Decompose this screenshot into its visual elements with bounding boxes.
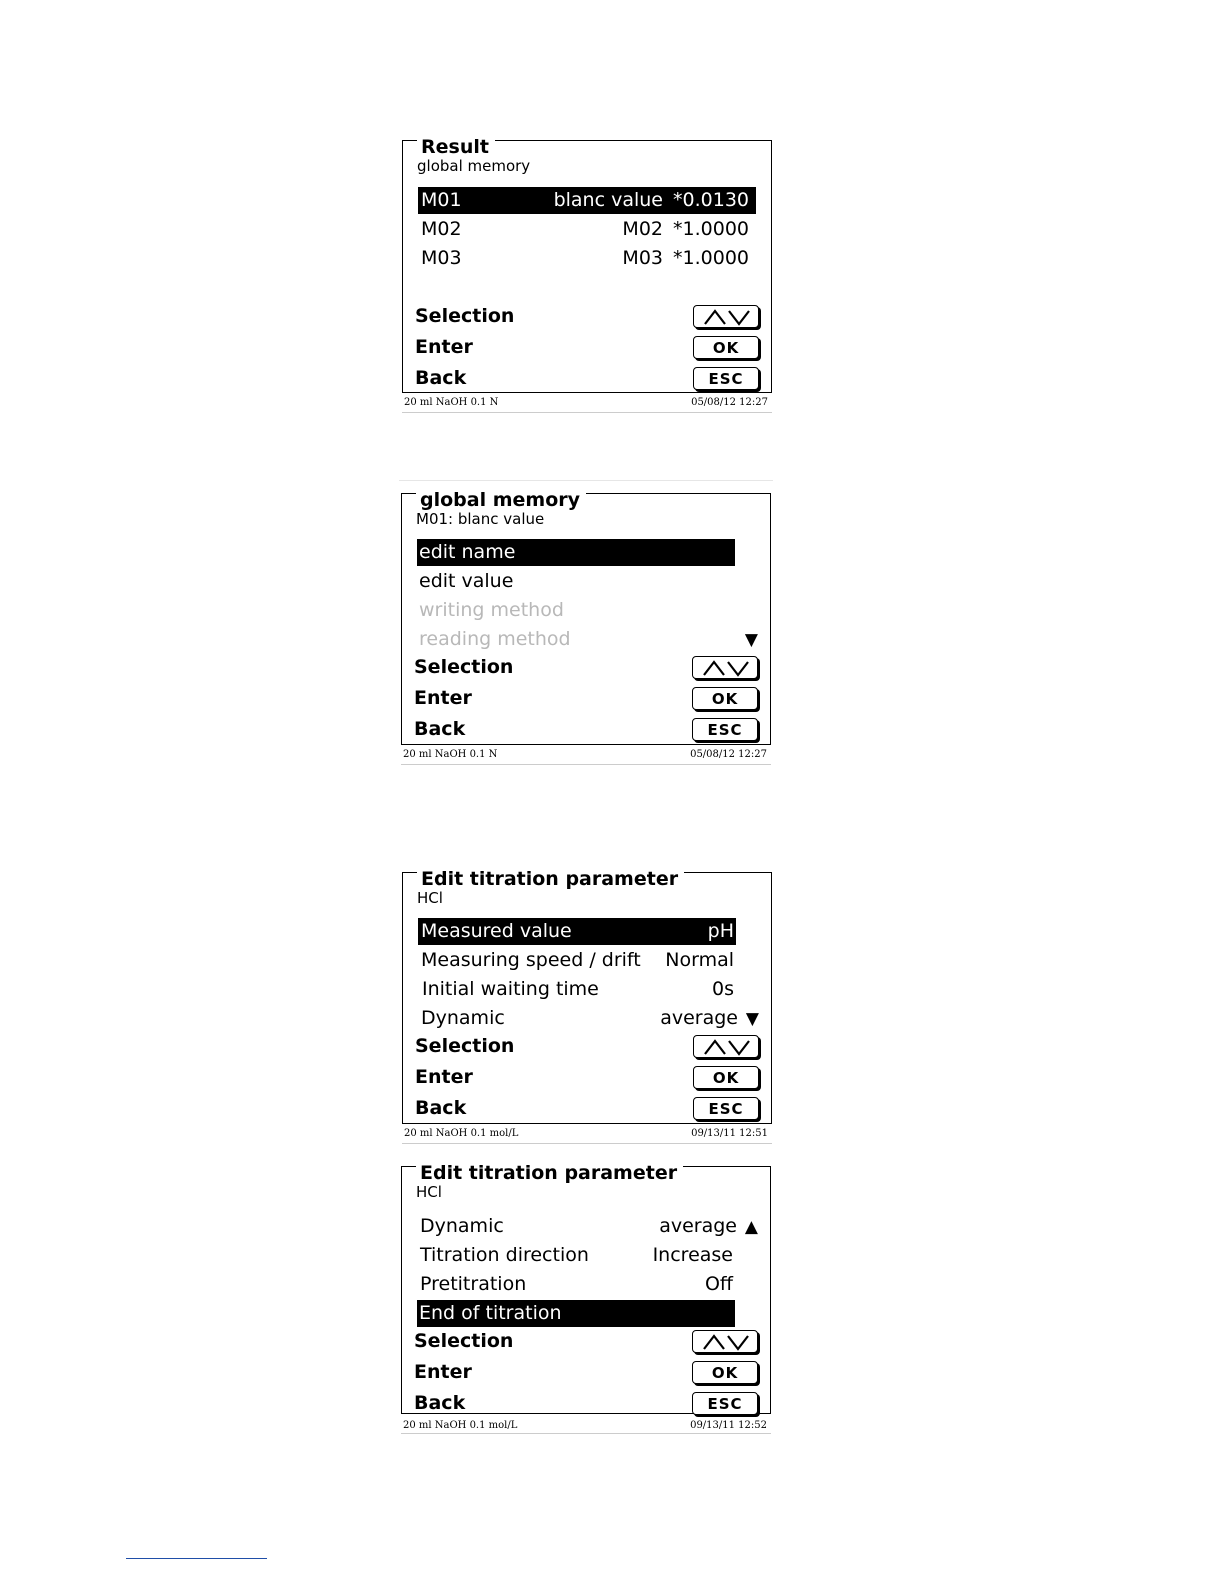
panel-subtitle: M01: blanc value bbox=[416, 510, 545, 528]
esc-key[interactable]: ESC bbox=[693, 1097, 759, 1120]
memory-id: M02 bbox=[421, 218, 462, 240]
param-value: average bbox=[659, 1215, 737, 1237]
status-datetime: 05/08/12 12:27 bbox=[690, 749, 767, 760]
menu-item-edit-value[interactable] bbox=[417, 568, 735, 595]
up-down-arrows-icon bbox=[702, 1334, 750, 1351]
param-label: Dynamic bbox=[420, 1215, 504, 1237]
param-label: Pretitration bbox=[420, 1273, 527, 1295]
memory-row-m01[interactable] bbox=[418, 187, 756, 214]
selection-label: Selection bbox=[415, 305, 515, 327]
param-value: Off bbox=[704, 1273, 733, 1295]
panel-subtitle: global memory bbox=[417, 157, 531, 175]
param-value: pH bbox=[707, 920, 734, 942]
ok-key[interactable]: OK bbox=[693, 1066, 759, 1089]
param-row-initial-waiting-time[interactable] bbox=[418, 976, 736, 1003]
panel-title: global memory bbox=[416, 489, 586, 511]
param-value: average bbox=[660, 1007, 738, 1029]
status-reagent: 20 ml NaOH 0.1 mol/L bbox=[403, 1420, 518, 1431]
selection-label: Selection bbox=[414, 656, 514, 678]
status-reagent: 20 ml NaOH 0.1 mol/L bbox=[404, 1128, 519, 1139]
back-label: Back bbox=[415, 367, 467, 389]
ok-key[interactable]: OK bbox=[692, 687, 758, 710]
ok-key[interactable]: OK bbox=[693, 336, 759, 359]
param-value: 0s bbox=[712, 978, 734, 1000]
param-value: Increase bbox=[652, 1244, 733, 1266]
up-down-key[interactable] bbox=[692, 1330, 758, 1353]
menu-item-label: reading method bbox=[419, 628, 571, 650]
param-row-measured-value[interactable] bbox=[418, 918, 736, 945]
scroll-down-icon: ▼ bbox=[745, 1009, 759, 1029]
scroll-up-icon: ▲ bbox=[744, 1217, 758, 1237]
titration-parameter-panel bbox=[402, 868, 772, 1124]
param-label: End of titration bbox=[419, 1302, 562, 1324]
status-reagent: 20 ml NaOH 0.1 N bbox=[403, 749, 498, 760]
memory-name: blanc value bbox=[553, 189, 663, 211]
panel-subtitle: HCl bbox=[416, 1183, 442, 1201]
menu-item-reading-method bbox=[417, 626, 735, 653]
enter-label: Enter bbox=[415, 336, 473, 358]
divider bbox=[399, 480, 773, 481]
back-label: Back bbox=[414, 1392, 466, 1414]
param-label: Measuring speed / drift bbox=[421, 949, 641, 971]
up-down-key[interactable] bbox=[693, 305, 759, 328]
panel-title: Edit titration parameter bbox=[417, 868, 684, 890]
global-memory-screen bbox=[399, 480, 773, 765]
enter-label: Enter bbox=[415, 1066, 473, 1088]
back-label: Back bbox=[415, 1097, 467, 1119]
status-bar bbox=[402, 1125, 772, 1144]
param-label: Measured value bbox=[421, 920, 572, 942]
menu-item-label: edit name bbox=[419, 541, 516, 563]
up-down-arrows-icon bbox=[703, 1039, 751, 1056]
menu-item-writing-method bbox=[417, 597, 735, 624]
menu-item-label: writing method bbox=[419, 599, 564, 621]
param-value: Normal bbox=[665, 949, 734, 971]
memory-value: *1.0000 bbox=[673, 218, 749, 240]
status-bar bbox=[402, 394, 772, 413]
result-screen bbox=[400, 138, 774, 413]
panel-subtitle: HCl bbox=[417, 889, 443, 907]
titration-parameter-panel bbox=[401, 1162, 771, 1414]
memory-value: *1.0000 bbox=[673, 247, 749, 269]
param-row-dynamic[interactable] bbox=[418, 1005, 736, 1032]
param-label: Titration direction bbox=[420, 1244, 589, 1266]
panel-title: Edit titration parameter bbox=[416, 1162, 683, 1184]
up-down-key[interactable] bbox=[693, 1035, 759, 1058]
memory-name: M02 bbox=[622, 218, 663, 240]
status-datetime: 05/08/12 12:27 bbox=[691, 397, 768, 408]
ok-key[interactable]: OK bbox=[692, 1361, 758, 1384]
param-row-measuring-speed[interactable] bbox=[418, 947, 736, 974]
status-datetime: 09/13/11 12:52 bbox=[690, 1420, 767, 1431]
memory-row-m02[interactable] bbox=[418, 216, 756, 243]
up-down-key[interactable] bbox=[692, 656, 758, 679]
esc-key[interactable]: ESC bbox=[692, 718, 758, 741]
up-down-arrows-icon bbox=[703, 309, 751, 326]
edit-titration-parameter-screen-2 bbox=[399, 1160, 773, 1434]
global-memory-panel bbox=[401, 489, 771, 745]
scroll-down-icon: ▼ bbox=[744, 630, 758, 650]
menu-item-label: edit value bbox=[419, 570, 514, 592]
param-row-dynamic[interactable] bbox=[417, 1213, 735, 1240]
enter-label: Enter bbox=[414, 687, 472, 709]
memory-row-m03[interactable] bbox=[418, 245, 756, 272]
memory-id: M01 bbox=[421, 189, 462, 211]
param-row-pretitration[interactable] bbox=[417, 1271, 735, 1298]
memory-name: M03 bbox=[622, 247, 663, 269]
param-label: Initial waiting time bbox=[422, 978, 599, 1000]
esc-key[interactable]: ESC bbox=[693, 367, 759, 390]
edit-titration-parameter-screen-1 bbox=[400, 866, 774, 1144]
param-row-end-of-titration[interactable] bbox=[417, 1300, 735, 1327]
esc-key[interactable]: ESC bbox=[692, 1392, 758, 1415]
status-reagent: 20 ml NaOH 0.1 N bbox=[404, 397, 499, 408]
status-datetime: 09/13/11 12:51 bbox=[691, 1128, 768, 1139]
enter-label: Enter bbox=[414, 1361, 472, 1383]
back-label: Back bbox=[414, 718, 466, 740]
status-bar bbox=[401, 746, 771, 765]
menu-item-edit-name[interactable] bbox=[417, 539, 735, 566]
memory-value: *0.0130 bbox=[673, 189, 749, 211]
memory-id: M03 bbox=[421, 247, 462, 269]
footnote-separator bbox=[126, 1558, 267, 1559]
param-row-titration-direction[interactable] bbox=[417, 1242, 735, 1269]
selection-label: Selection bbox=[414, 1330, 514, 1352]
param-label: Dynamic bbox=[421, 1007, 505, 1029]
selection-label: Selection bbox=[415, 1035, 515, 1057]
status-bar bbox=[401, 1419, 771, 1434]
result-panel bbox=[402, 136, 772, 393]
up-down-arrows-icon bbox=[702, 660, 750, 677]
panel-title: Result bbox=[417, 136, 495, 158]
